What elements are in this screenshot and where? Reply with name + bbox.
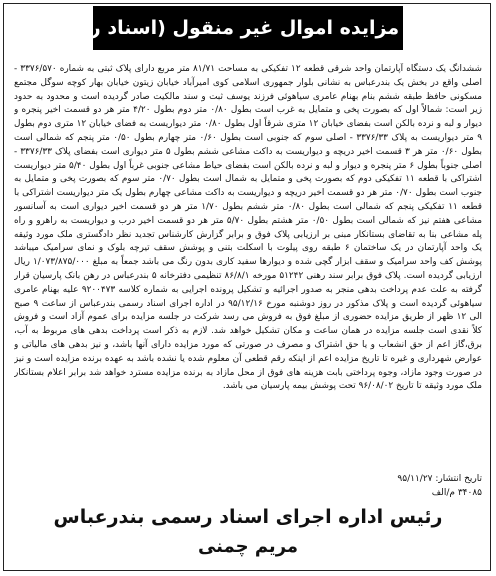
notice-title-text: آگهی مزایده اموال غیر منقول (اسناد رهنی) <box>40 17 456 39</box>
reference-code: ۳۴۰۸۵ م/الف <box>431 488 482 498</box>
publish-date: تاریخ انتشار: ۹۵/۱۱/۲۷ <box>397 474 482 484</box>
signature-name: مریم چمنی <box>197 536 299 557</box>
signature-office: رئیس اداره اجرای اسناد رسمی بندرعباس <box>53 506 443 528</box>
notice-title <box>40 6 456 50</box>
notice-body: ششدانگ یک دستگاه آپارتمان واحد شرقی قطعه ۱۲ تفکیکی به مساحت ۸۱/۷۱ متر مربع دارای پلاک ثبتی به شماره ۳۳۷۶/۵۷۰ - اصلی واقع در بخش یک بندرعباس به نشانی بلوار جمهوری اسلامی کوی امیرآباد خیابان زیتون خیابان بهار کوچه سوگل مجتمع مسکونی حافظ طبقه ششم بنام بهنام عامری سیاهوئی فرزند یوسف ثبت و سند مالکیت صادر گردیده است و محدود به حدود زیر است: شمالاً اول که بصورت پخی و متمایل به غرب است بطول ۰/۸۰ متر دوم بطول ۴/۲۰ متر هر دو قسمت اخیر پنجره و دیوار و لبه و نرده بالکن است بفضای خیابان ۱۲ متری شرقاً اول بطول ۰/۸۰ متر دیواریست به فضای خیابان ۱۲ متری دوم بطول ۹ متر دیواریست به پلاک ۳۳۷۶/۳۳ - اصلی سوم که جنوبی است بطول ۰/۶۰ متر چهارم بطول ۰/۵۰ متر پنجم که شمالی است بطول ۰/۶۰ متر هر ۳ قسمت اخیر دریچه و دیواریست به داکت مشاعی ششم بطول ۵ متر دیواری است بفضای پلاک ۳۳۷۶/۳۳ - اصلی جنوباً بطول ۶ متر پنجره و دیوار و لبه و نرده بالکن است بفضای حیاط مشاعی جنوبی غرباً اول بطول ۵/۴۰ متر دیواریست اشتراکی با قطعه ۱۱ تفکیکی دوم که بصورت پخی و متمایل به شمال است بطول ۰/۷۰ متر سوم که بصورت پخی و متمایل به جنوب است بطول ۰/۷۰ متر هر دو قسمت اخیر دریچه و دیواریست به داکت مشاعی چهارم بطول یک متر دیواریست اشتراکی با قطعه ۱۱ تفکیکی پنجم که شمالی است بطول ۰/۸۰ متر ششم بطول ۱/۷۰ متر هر دو قسمت اخیر دیواری است به آسانسور مشاعی هفتم نیز که شمالی است بطول ۰/۵۰ متر هشتم بطول ۵/۷۰ متر هر دو قسمت اخیر درب و دیواریست به راهرو و راه پله مشاعی بنا به تقاضای بستانکار مبنی بر ارزیابی پلاک فوق و برابر گزارش کارشناس تجدید نظر دادگستری ملک مورد وثیقه یک واحد آپارتمان در یک ساختمان ۶ طبقه روی پیلوت با اسکلت بتنی و پوشش سقف تیرچه بلوک و نمای سرامیک میباشد پوشش کف واحد سرامیک و سقف ابزار گچی شده و دیوارها سفید کاری بدون رنگ می باشد جمعاً به مبلغ ۱/۰۷۳/۸۷۵/۰۰۰ ریال ارزیابی گردیده است. پلاک فوق برابر سند رهنی ۵۱۲۴۲ مورخه ۸۶/۸/۱ تنظیمی دفترخانه ۵ بندرعباس در رهن بانک پارسیان قرار گرفته به علت عدم پرداخت بدهی منجر به صدور اجرائیه و تشکیل پرونده اجرایی به شماره کلاسه ۹۲۰۰۴۷۳ علیه بهنام عامری سیاهوئی گردیده است و پلاک مذکور در روز دوشنبه مورخ ۹۵/۱۲/۱۶ در اداره اجرای اسناد رسمی بندرعباس از ساعت ۹ صبح الی ۱۲ ظهر از طریق مزایده حضوری از مبلغ فوق به فروش می رسد شرکت در جلسه مزایده برای عموم آزاد است و فروش کلاً نقدی است جلسه مزایده در همان ساعت و مکان تشکیل خواهد شد. لازم به ذکر است پرداخت بدهی های مربوط به آب، برق،گاز اعم از حق انشعاب و یا حق اشتراک و مصرف در صورتی که مورد مزایده دارای آنها باشد، و نیز بدهی های مالیاتی و عوارض شهرداری و غیره تا تاریخ مزایده اعم از اینکه رقم قطعی آن معلوم شده یا نشده باشد به عهده برنده مزایده است و نیز در صورت وجود مازاد، وجوه پرداختی بابت هزینه های فوق از محل مازاد به برنده مزایده مسترد خواهد شد برابر اعلام بستانکار ملک مورد وثیقه تا تاریخ ۹۶/۰۸/۰۲ تحت پوشش بیمه پارسیان می باشد. <box>14 64 482 392</box>
